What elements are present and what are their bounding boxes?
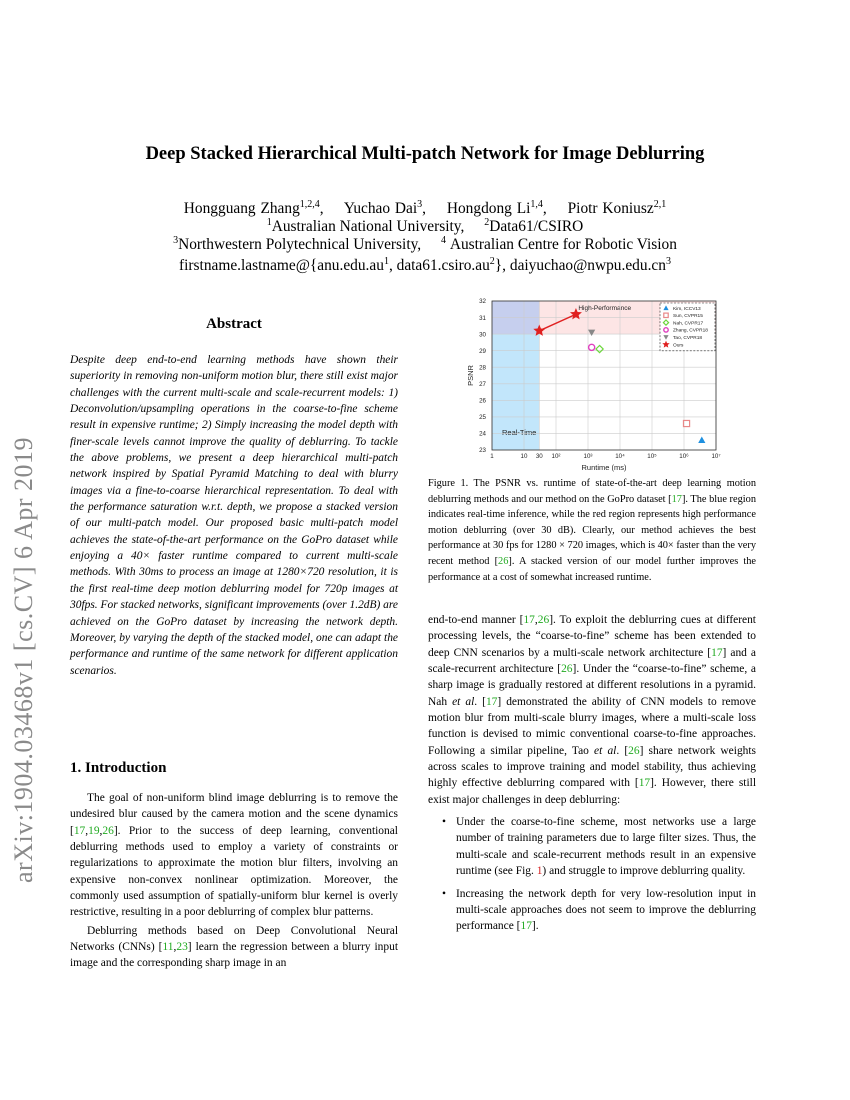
affil-sup: 4 bbox=[441, 234, 446, 246]
text-run: ]. A stacked version of our model further improves the performance at a cost of somewhat increased runtime. bbox=[428, 555, 757, 583]
y-tick-label: 30 bbox=[479, 331, 486, 339]
text-run: ]. To exploit the deblurring cues at different processing levels, the “coarse-to-fine” scheme has been extended to deep CNN scenarios by a multi-scale network architecture [ bbox=[428, 614, 756, 659]
y-tick-label: 26 bbox=[479, 397, 486, 405]
email-sup: 1 bbox=[383, 255, 389, 267]
citation-link[interactable]: 17 bbox=[671, 493, 682, 505]
affiliation: Australian Centre for Robotic Vision bbox=[449, 236, 677, 253]
paragraph: Deblurring methods based on Deep Convolutional Neural Networks (CNNs) [11,23] learn the regression between a blurry input image and the corresponding sharp image in an bbox=[70, 924, 399, 970]
author-list: Hongguang Zhang$^{1,2,4}$, Yuchao Dai$^3$, Hongdong Li$^{1,4}$, Piotr Koniusz$^{2,1}$ bbox=[183, 198, 667, 217]
citation-link[interactable]: 17 bbox=[523, 614, 535, 626]
abstract-heading: Abstract bbox=[206, 316, 262, 332]
text-run: ]. bbox=[531, 920, 539, 933]
text-run: et al bbox=[594, 744, 617, 757]
email-sup: 2 bbox=[489, 255, 495, 267]
y-tick-label: 32 bbox=[479, 298, 486, 306]
legend-label: Nah, CVPR17 bbox=[673, 321, 704, 327]
text-run: . [ bbox=[616, 744, 629, 757]
chart-legend bbox=[660, 303, 715, 351]
affil-sup: 1 bbox=[266, 216, 272, 228]
legend-label: Ours bbox=[673, 343, 684, 349]
x-tick-label: 30 bbox=[535, 453, 543, 460]
citation-link[interactable]: 17 bbox=[485, 695, 498, 708]
citation-link[interactable]: 17 bbox=[638, 777, 651, 790]
text-run: . [ bbox=[474, 695, 486, 708]
x-axis-label: Runtime (ms) bbox=[581, 463, 627, 472]
figure-caption bbox=[428, 476, 756, 585]
region-label: High-Performance bbox=[578, 305, 632, 313]
author-name: Hongguang Zhang bbox=[183, 200, 300, 217]
text-run: ]. The blue region indicates real-time inference, while the red region represents high performance motion deblurring (over 30 dB). Clearly, our method achieves the best performance at 30 fps for 1280 × 720 images, which is 40× faster than the very recent method [ bbox=[428, 493, 756, 567]
text-run: end-to-end manner [ bbox=[428, 614, 524, 626]
x-tick-label: 1 bbox=[490, 453, 494, 460]
arxiv-stamp-text: arXiv:1904.03468v1 [cs.CV] 6 Apr 2019 bbox=[9, 436, 38, 884]
author-affil-sup: 1,4 bbox=[530, 198, 543, 210]
affil-sup: 2 bbox=[484, 216, 490, 228]
author-name: Hongdong Li bbox=[446, 200, 531, 217]
citation-link[interactable]: 26 bbox=[628, 744, 640, 757]
text-run: Figure 1. The PSNR vs. runtime of state-of-the-art deep learning motion deblurring methods and our method on the GoPro dataset [ bbox=[428, 478, 756, 505]
text-run: The goal of non-uniform blind image deblurring is to remove the undesired blur caused by the camera motion and the scene dynamics [ bbox=[70, 792, 398, 837]
email-line bbox=[0, 257, 850, 275]
x-tick-label: 10² bbox=[551, 453, 561, 460]
text-run: ] demonstrated the ability of CNN models to remove motion blur from multi-scale blurry images, where a multi-scale loss function is devised to mimic conventional coarse-to-fine approaches. Following a similar pipeline, Tao bbox=[428, 695, 757, 757]
author-affil-sup: 3 bbox=[417, 198, 423, 210]
x-tick-label: 10⁶ bbox=[679, 453, 689, 460]
email-sup: 3 bbox=[665, 255, 671, 267]
paragraph: The goal of non-uniform blind image deblurring is to remove the undesired blur caused by the camera motion and the scene dynamics [17,19,26]. Prior to the success of deep learning, conventional deblurring methods used to employ a variety of constraints or regularizations to approximate the motion blur filters, involving an expensive non-convex nonlinear optimization. Moreover, the commonly used assumption of spatially-uniform blur kernel is overly restrictive, resulting in a poor deblurring of complex blur patterns. bbox=[70, 792, 398, 919]
citation-link[interactable]: 19 bbox=[88, 824, 100, 837]
text-run: ]. However, there still exist major challenges in deep deblurring: bbox=[428, 777, 756, 806]
data-point bbox=[589, 344, 595, 350]
text-run: ]. Prior to the success of deep learning, conventional deblurring methods used to employ a variety of constraints or regularizations to approximate the motion blur filters, involving an expensive non-convex nonlinear optimization. Moreover, the commonly used assumption of spatially-uniform blur kernel is overly restrictive, resulting in a poor deblurring of complex blur patterns. bbox=[70, 824, 398, 919]
x-tick-label: 10³ bbox=[583, 453, 593, 460]
x-tick-label: 10⁵ bbox=[647, 453, 657, 460]
text-run: et al bbox=[452, 695, 475, 708]
email-text: }, daiyuchao@nwpu.edu.cn bbox=[494, 257, 666, 274]
challenge-list bbox=[428, 814, 756, 934]
data-point bbox=[683, 420, 689, 426]
legend-label: Sun, CVPR15 bbox=[673, 314, 703, 320]
affiliation: Northwestern Polytechnical University, bbox=[178, 236, 422, 253]
introduction-body-continued bbox=[428, 612, 756, 941]
region-label: Real-Time bbox=[502, 428, 537, 438]
y-tick-label: 29 bbox=[479, 347, 486, 355]
citation-link[interactable]: 17 bbox=[711, 646, 723, 659]
citation-link[interactable]: 11 bbox=[162, 941, 174, 954]
affil-sup: 3 bbox=[173, 234, 179, 246]
y-tick-label: 23 bbox=[479, 447, 486, 455]
y-axis-label: PSNR bbox=[466, 365, 475, 386]
x-tick-label: 10⁷ bbox=[711, 453, 721, 460]
author-affil-sup: 2,1 bbox=[653, 198, 667, 210]
citation-link[interactable]: 23 bbox=[176, 941, 188, 954]
author-name: Piotr Koniusz bbox=[567, 200, 654, 217]
text-run: Increasing the network depth for very low-resolution input in multi-scale approaches does not seem to improve the deblurring performance [ bbox=[456, 887, 756, 933]
psnr-runtime-chart bbox=[464, 296, 724, 474]
affiliation: Data61/CSIRO bbox=[489, 218, 584, 235]
y-tick-label: 31 bbox=[479, 314, 486, 322]
y-tick-label: 25 bbox=[479, 414, 486, 422]
y-tick-label: 27 bbox=[479, 380, 486, 388]
text-run: ] and a scale-recurrent architecture [ bbox=[428, 646, 756, 676]
list-item: • Increasing the network depth for very low-resolution input in multi-scale approaches does not seem to improve the deblurring performance [17]. bbox=[442, 887, 756, 933]
citation-link[interactable]: 17 bbox=[73, 824, 86, 837]
author-affil-sup: 1,2,4 bbox=[299, 198, 320, 210]
text-run: Under the coarse-to-fine scheme, most networks use a large number of training parameters due to large filter sizes. Thus, the multi-scale and scale-recurrent methods result in an expensive runtime (see Fig. bbox=[456, 816, 756, 878]
data-point bbox=[698, 436, 705, 442]
affiliation-line bbox=[0, 218, 850, 236]
email-text: firstname.lastname@{anu.edu.au bbox=[179, 257, 384, 274]
citation-link[interactable]: 26 bbox=[537, 614, 550, 626]
affiliation: Australian National University, bbox=[271, 218, 465, 235]
paragraph: end-to-end manner [17,26]. To exploit the deblurring cues at different processing levels, the “coarse-to-fine” scheme has been extended to deep CNN scenarios by a multi-scale network architecture [17] and a scale-recurrent architecture [26]. Under the “coarse-to-fine” scheme, a sharp image is gradually restored at different resolutions in a pyramid. Nah et al. [17] demonstrated the ability of CNN models to remove motion blur from multi-scale blurry images, where a multi-scale loss function is devised to mimic conventional coarse-to-fine approaches. Following a similar pipeline, Tao et al. [26] share network weights across scales to improve training and model stability, thus achieving highly effective deblurring compared with [17]. However, there still exist major challenges in deep deblurring: bbox=[428, 614, 757, 806]
section-heading-introduction: 1. Introduction bbox=[70, 760, 167, 776]
x-tick-label: 10 bbox=[520, 453, 528, 460]
list-item: • Under the coarse-to-fine scheme, most networks use a large number of training parameters due to large filter sizes. Thus, the multi-scale and scale-recurrent methods result in an expensive runtime (see Fig. 1) and struggle to improve deblurring quality. bbox=[442, 816, 756, 878]
introduction-body bbox=[70, 790, 398, 974]
affiliation-line bbox=[0, 236, 850, 254]
legend-label: Zhang, CVPR18 bbox=[673, 328, 708, 334]
citation-link[interactable]: 26 bbox=[561, 663, 573, 676]
citation-link[interactable]: 26 bbox=[102, 824, 114, 837]
abstract-body: Despite deep end-to-end learning methods have shown their superiority in removing non-uniform motion blur, there still exist major challenges with the current multi-scale and scale-recurrent models: 1) Deconvolution/upsampling operations in the coarse-to-fine scheme result in expensive runtime; 2) Simply increasing the model depth with finer-scale levels cannot improve the quality of deblurring. To tackle the above problems, we present a deep hierarchical multi-patch network inspired by Spatial Pyramid Matching to deal with blurry images via a fine-to-coarse hierarchical representation. To deal with the performance saturation w.r.t. depth, we propose a stacked version of our multi-patch model. Our proposed basic multi-patch model achieves the state-of-the-art performance on the GoPro dataset while enjoying a 40× faster runtime compared to current multi-scale methods. With 30ms to process an image at 1280×720 resolution, it is the first real-time deep motion deblurring model for 720p images at 30fps. For stacked networks, significant improvements (over 1.2dB) are achieved on the GoPro dataset by increasing the network depth. Moreover, by varying the depth of the stacked model, one can adapt the performance and runtime of the same network for different application scenarios. bbox=[70, 354, 398, 677]
text-run: Deblurring methods based on Deep Convolutional Neural Networks (CNNs) [ bbox=[70, 924, 398, 954]
text-run: ] learn the regression between a blurry input image and the corresponding sharp image in an bbox=[70, 941, 399, 970]
citation-link[interactable]: 26 bbox=[498, 555, 509, 567]
x-tick-label: 10⁴ bbox=[615, 453, 625, 460]
email-text: , data61.csiro.au bbox=[388, 257, 490, 274]
legend-label: Kim, ICCV13 bbox=[673, 306, 701, 312]
citation-link[interactable]: 17 bbox=[520, 920, 532, 933]
text-run: ] share network weights across scales to improve training and model stability, thus achieving highly effective deblurring compared with [ bbox=[428, 744, 757, 790]
figure-ref-link[interactable]: 1 bbox=[536, 865, 543, 878]
text-run: ) and struggle to improve deblurring quality. bbox=[542, 865, 746, 878]
legend-label: Tao, CVPR18 bbox=[673, 336, 703, 341]
y-tick-label: 28 bbox=[479, 364, 486, 372]
data-point bbox=[596, 345, 603, 352]
y-tick-label: 24 bbox=[479, 430, 486, 438]
paper-title: Deep Stacked Hierarchical Multi-patch Network for Image Deblurring bbox=[145, 144, 705, 164]
text-run: ]. Under the “coarse-to-fine” scheme, a sharp image is gradually restored at different resolutions in a pyramid. Nah bbox=[428, 663, 756, 708]
author-name: Yuchao Dai bbox=[343, 200, 418, 217]
